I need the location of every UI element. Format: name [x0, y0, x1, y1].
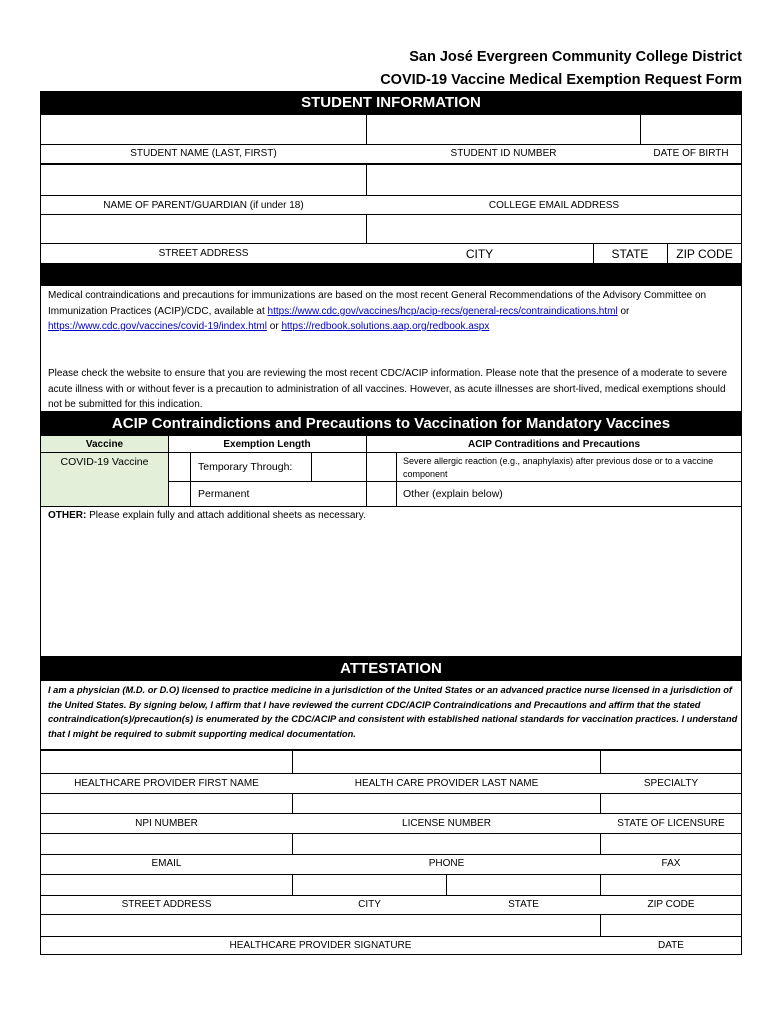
temporary-date-field[interactable] — [311, 452, 367, 482]
state-of-licensure-field[interactable] — [600, 793, 742, 814]
college-email-field[interactable] — [366, 164, 742, 196]
vaccine-name: COVID-19 Vaccine — [60, 456, 149, 468]
provider-phone-field[interactable] — [292, 833, 601, 855]
specialty-label: SPECIALTY — [643, 778, 699, 789]
license-number-label: LICENSE NUMBER — [402, 818, 491, 829]
provider-city-field[interactable] — [292, 874, 447, 896]
provider-fax-field[interactable] — [600, 833, 742, 855]
exemption-length-header: Exemption Length — [223, 439, 311, 450]
city-state-zip-field[interactable] — [366, 214, 742, 244]
specialty-field[interactable] — [600, 750, 742, 774]
street-address-label: STREET ADDRESS — [158, 248, 249, 259]
permanent-label: Permanent — [198, 488, 250, 500]
state-label: STATE — [611, 247, 649, 261]
contraindications-header: ACIP Contraditions and Precautions — [467, 439, 641, 450]
student-id-field[interactable] — [366, 114, 641, 145]
allergic-reaction-label: Severe allergic reaction (e.g., anaphylaxis) after previous dose or to a vaccine component — [403, 456, 714, 479]
separator-bar — [40, 264, 742, 286]
student-id-label: STUDENT ID NUMBER — [450, 148, 557, 159]
student-name-field[interactable] — [40, 114, 367, 145]
provider-phone-label: PHONE — [428, 858, 465, 869]
info-paragraph-2: Please check the website to ensure that you are reviewing the most recent CDC/ACIP information. Please note that the presence of a moderate to severe acute illness with or without fever is a precaution to administration of all vaccines. However, as acute illnesses are short-lived, medical exemptions should not be submitted for this indication. — [48, 368, 728, 410]
info-or: or — [266, 321, 282, 332]
parent-name-label: NAME OF PARENT/GUARDIAN (if under 18) — [103, 200, 304, 211]
date-of-birth-field[interactable] — [640, 114, 742, 145]
vaccine-column-header: Vaccine — [85, 439, 124, 450]
provider-fax-label: FAX — [661, 858, 681, 869]
signature-date-field[interactable] — [600, 914, 742, 937]
other-instruction: Please explain fully and attach additional sheets as necessary. — [86, 510, 366, 521]
divider — [168, 481, 742, 482]
permanent-checkbox[interactable] — [168, 481, 191, 507]
provider-email-label: EMAIL — [151, 858, 182, 869]
provider-email-field[interactable] — [40, 833, 293, 855]
info-text: Medical contraindications and precautions for immunizations are based on the most recent General Recommendations of the Advisory Committee on Immunization Practices (ACIP)/CDC, available at — [48, 290, 707, 317]
other-label: Other (explain below) — [403, 488, 503, 500]
other-bold-label: OTHER: — [48, 510, 87, 521]
college-email-label: COLLEGE EMAIL ADDRESS — [488, 200, 620, 211]
info-or: or — [617, 305, 630, 317]
other-explanation-label — [48, 510, 366, 521]
other-checkbox[interactable] — [366, 481, 397, 507]
attestation-header: ATTESTATION — [40, 657, 742, 681]
cdc-covid-link[interactable]: https://www.cdc.gov/vaccines/covid-19/index.html — [48, 321, 267, 332]
state-of-licensure-label: STATE OF LICENSURE — [617, 818, 725, 829]
zip-code-label: ZIP CODE — [676, 247, 733, 261]
provider-zip-field[interactable] — [600, 874, 742, 896]
npi-number-label: NPI NUMBER — [135, 818, 198, 829]
student-info-header: STUDENT INFORMATION — [40, 91, 742, 115]
district-title: San José Evergreen Community College District — [409, 49, 742, 65]
provider-zip-label: ZIP CODE — [647, 899, 695, 910]
npi-number-field[interactable] — [40, 793, 293, 814]
attestation-text: I am a physician (M.D. or D.O) licensed to practice medicine in a jurisdiction of the United States or an advanced practice nurse licensed in a jurisdiction of the United States. By signing below, I affirm that I have reviewed the current CDC/ACIP Contraindications and Precautions and affirm that the stated contraindication(s)/precaution(s) is enumerated by the CDC/ACIP and consistent with established national standards for vaccination practices. I understand that I might be required to submit supporting medical documentation. — [48, 685, 738, 739]
date-of-birth-label: DATE OF BIRTH — [653, 148, 729, 159]
redbook-link[interactable]: https://redbook.solutions.aap.org/redbook.aspx — [281, 321, 490, 332]
student-name-label: STUDENT NAME (LAST, FIRST) — [130, 148, 277, 159]
form-title: COVID-19 Vaccine Medical Exemption Request Form — [380, 72, 742, 88]
info-paragraph-1 — [48, 288, 738, 335]
provider-street-label: STREET ADDRESS — [121, 899, 212, 910]
provider-city-label: CITY — [358, 899, 381, 910]
provider-state-label: STATE — [508, 899, 539, 910]
provider-last-name-field[interactable] — [292, 750, 601, 774]
provider-first-name-field[interactable] — [40, 750, 293, 774]
license-number-field[interactable] — [292, 793, 601, 814]
provider-signature-label: HEALTHCARE PROVIDER SIGNATURE — [229, 940, 412, 951]
allergic-reaction-checkbox[interactable] — [366, 452, 397, 482]
temporary-checkbox[interactable] — [168, 452, 191, 482]
row-border — [40, 195, 742, 215]
acip-header: ACIP Contraindictions and Precautions to Vaccination for Mandatory Vaccines — [40, 412, 742, 436]
provider-street-field[interactable] — [40, 874, 293, 896]
acip-contraindications-link[interactable]: https://www.cdc.gov/vaccines/hcp/acip-recs/general-recs/contraindications.html — [267, 305, 618, 317]
city-label: CITY — [465, 247, 494, 261]
provider-state-field[interactable] — [446, 874, 601, 896]
signature-date-label: DATE — [658, 940, 684, 951]
provider-first-name-label: HEALTHCARE PROVIDER FIRST NAME — [74, 778, 259, 789]
provider-signature-field[interactable] — [40, 914, 601, 937]
provider-last-name-label: HEALTH CARE PROVIDER LAST NAME — [354, 778, 539, 789]
street-address-field[interactable] — [40, 214, 367, 244]
other-explanation-field[interactable] — [40, 506, 742, 657]
temporary-label: Temporary Through: — [198, 461, 293, 473]
parent-name-field[interactable] — [40, 164, 367, 196]
